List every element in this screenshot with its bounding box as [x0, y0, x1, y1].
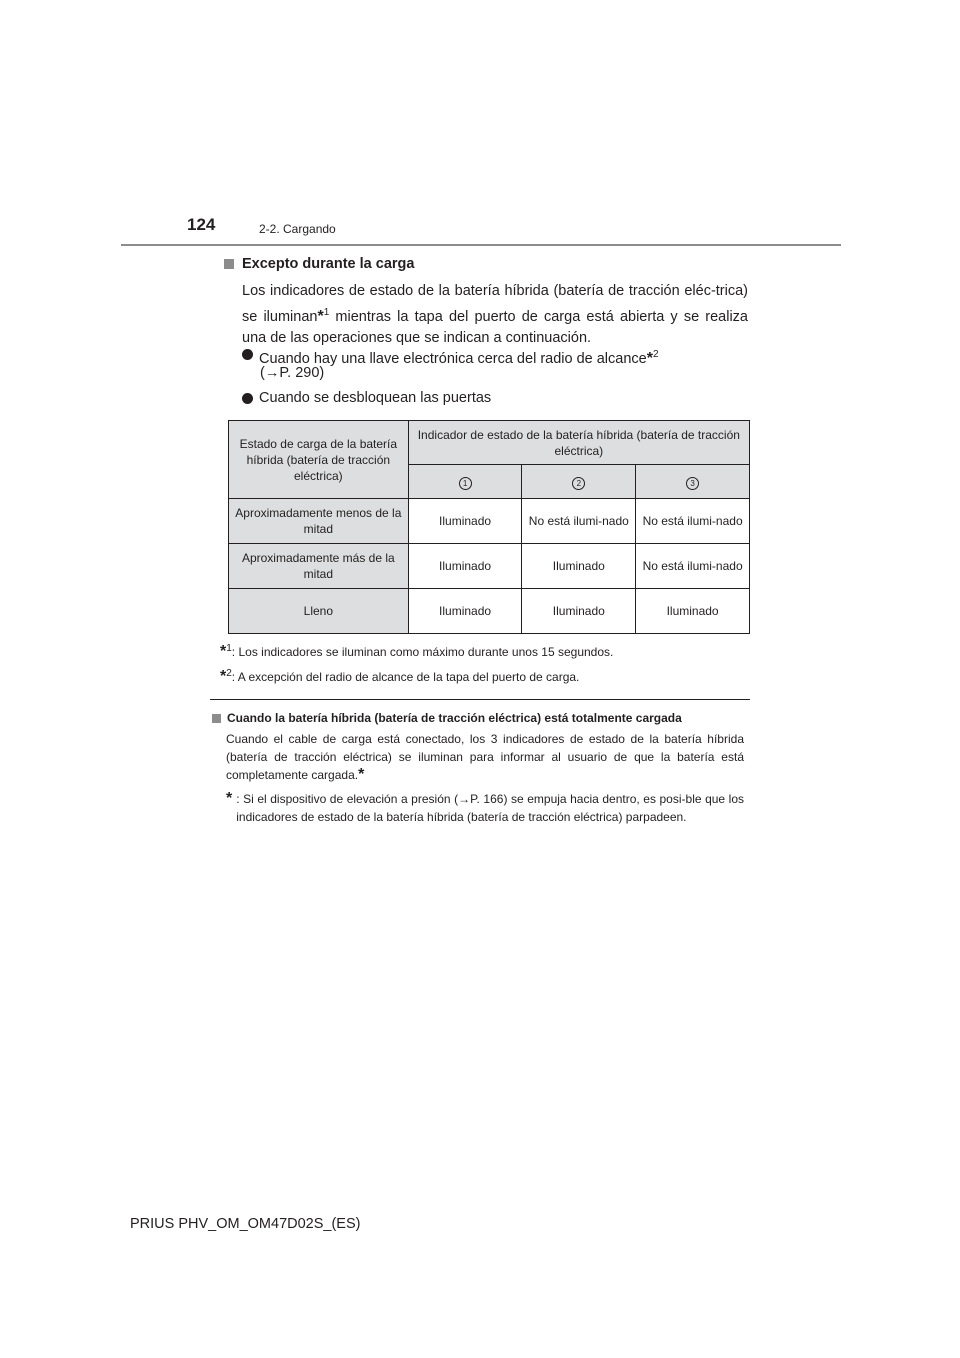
- cell: Iluminado: [522, 544, 636, 589]
- bullet-dot-icon: [242, 393, 253, 404]
- indicator-number-1: [408, 465, 522, 499]
- square-bullet-icon: [224, 259, 234, 269]
- cell: Iluminado: [522, 589, 636, 634]
- cell: Iluminado: [408, 589, 522, 634]
- asterisk-mark: *: [220, 643, 227, 660]
- indicator-number-3: [636, 465, 750, 499]
- footnote-ref: 2: [652, 349, 659, 360]
- table-row: [229, 499, 750, 544]
- square-bullet-icon: [212, 714, 221, 723]
- indicator-table: [228, 420, 750, 634]
- circled-number-icon: 2: [572, 477, 585, 490]
- table-header-indicator: Indicador de estado de la batería híbrida (batería de tracción eléctrica): [408, 421, 749, 465]
- footnote-note: * : Si el dispositivo de elevación a presión (→P. 166) se empuja hacia dentro, es posi-ble que los indicadores de estado de la batería híbrida (batería de tracción eléctrica) parpadeen.: [226, 790, 744, 824]
- bullet-item: [242, 388, 491, 409]
- row-state: Aproximadamente más de la mitad: [229, 544, 409, 589]
- bullet-text: Cuando se desbloquean las puertas: [259, 390, 492, 406]
- cell: Iluminado: [408, 544, 522, 589]
- header-divider: [121, 244, 841, 246]
- table-row: [229, 589, 750, 634]
- asterisk-mark: *: [646, 349, 653, 367]
- document-id: PRIUS PHV_OM_OM47D02S_(ES): [130, 1216, 361, 1232]
- section-divider: [210, 699, 750, 700]
- intro-paragraph: Los indicadores de estado de la batería híbrida (batería de tracción eléc-trica) se iluminan*$^1$ mientras la tapa del puerto de carga está abierta y se realiza una de las operaciones que se indican a continuación.: [242, 283, 748, 346]
- circled-number-icon: 1: [459, 477, 472, 490]
- asterisk-mark: *: [358, 766, 365, 783]
- bullet-text: Cuando hay una llave electrónica cerca del radio de alcance: [259, 350, 647, 367]
- footnote-1: *$^1$: Los indicadores se iluminan como máximo durante unos 15 segundos.: [220, 643, 614, 660]
- footnote-2: *$^2$: A excepción del radio de alcance de la tapa del puerto de carga.: [220, 668, 580, 685]
- subsection-title-text: Excepto durante la carga: [242, 256, 415, 272]
- cell: No está ilumi-nado: [636, 499, 750, 544]
- section-heading: 2-2. Cargando: [259, 222, 336, 236]
- circled-number-icon: 3: [686, 477, 699, 490]
- indicator-number-2: [522, 465, 636, 499]
- page-number: 124: [187, 215, 216, 234]
- page-reference: (→P. 290): [260, 365, 325, 381]
- cell: No está ilumi-nado: [522, 499, 636, 544]
- cell: Iluminado: [408, 499, 522, 544]
- asterisk-mark: *: [317, 307, 324, 325]
- table-row: [229, 544, 750, 589]
- row-state: Lleno: [229, 589, 409, 634]
- cell: No está ilumi-nado: [636, 544, 750, 589]
- subsection-title: [224, 256, 414, 272]
- asterisk-mark: *: [226, 790, 233, 807]
- subsection-title-text: Cuando la batería híbrida (batería de tracción eléctrica) está totalmente cargada: [227, 711, 682, 725]
- footnote-ref: 1: [323, 307, 330, 318]
- row-state: Aproximadamente menos de la mitad: [229, 499, 409, 544]
- table-header-state: Estado de carga de la batería híbrida (batería de tracción eléctrica): [229, 421, 409, 499]
- subsection-title: [212, 711, 682, 725]
- cell: Iluminado: [636, 589, 750, 634]
- info-paragraph: Cuando el cable de carga está conectado, los 3 indicadores de estado de la batería híbrida (batería de tracción eléctrica) se iluminan para informar al usuario de que la batería está completamente cargada.*: [226, 732, 744, 783]
- asterisk-mark: *: [220, 668, 227, 685]
- bullet-dot-icon: [242, 349, 253, 360]
